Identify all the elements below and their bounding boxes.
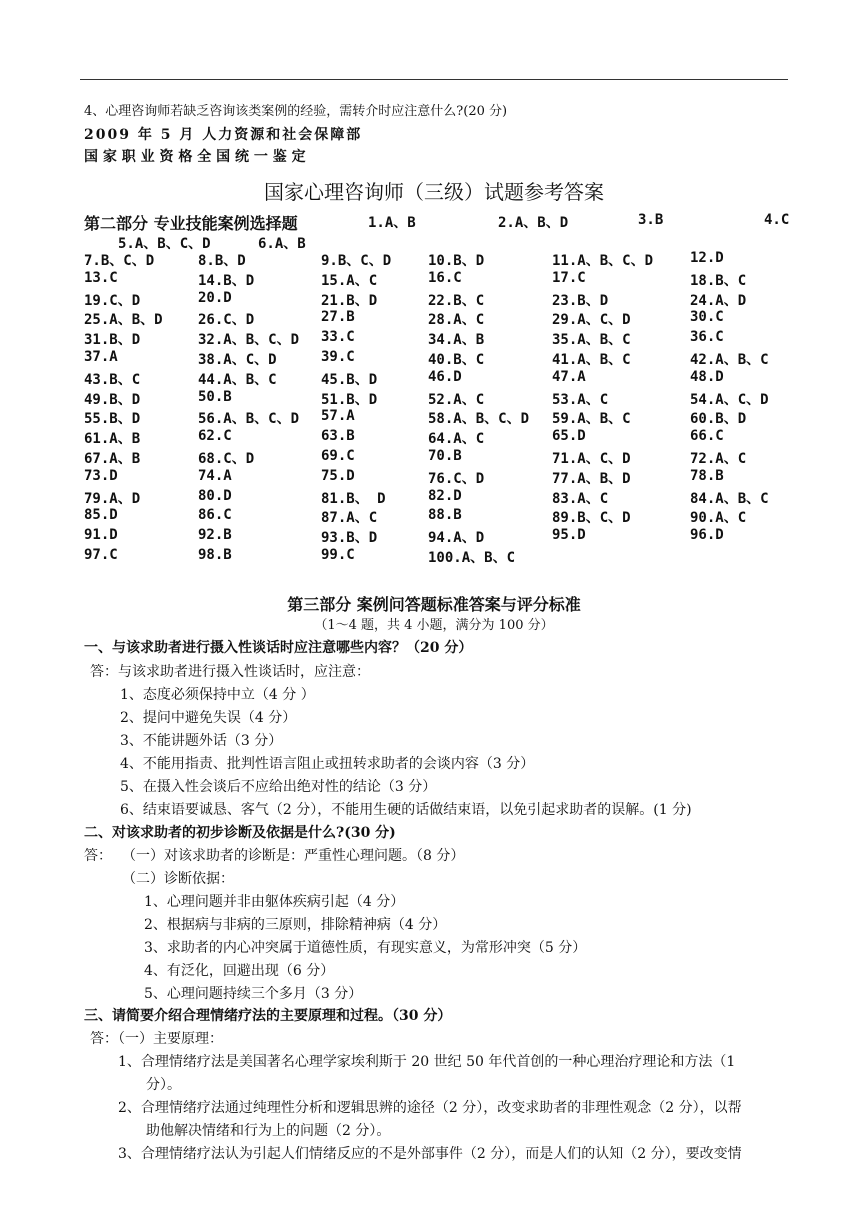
answer-cell: 15.A、C [321, 272, 378, 289]
answer-cell: 28.A、C [428, 312, 485, 329]
q3-answer-intro: 答：（一）主要原理： [90, 1031, 223, 1047]
answer-cell: 65.D [552, 428, 586, 445]
answer-cell: 99.C [321, 546, 355, 563]
answer-row [84, 468, 804, 488]
part2-heading: 第二部分 专业技能案例选择题 [84, 214, 298, 233]
answer-cell: 54.A、C、D [690, 391, 769, 408]
answer-cell: 55.B、D [84, 411, 141, 428]
answer-cell: 71.A、C、D [552, 450, 631, 467]
answer-cell: 84.A、B、C [690, 490, 769, 507]
answer-cell: 17.C [552, 269, 586, 286]
answer-cell: 68.C、D [198, 450, 255, 467]
top-rule [80, 79, 788, 80]
answer-row [84, 428, 804, 448]
answer-cell: 31.B、D [84, 332, 141, 349]
answer-cell: 62.C [198, 428, 232, 445]
answer-cell: 56.A、B、C、D [198, 411, 300, 428]
answer-cell: 37.A [84, 348, 118, 365]
answer-cell: 36.C [690, 329, 724, 346]
org-line: 国 家 职 业 资 格 全 国 统 一 鉴 定 [84, 149, 306, 165]
answer-cell: 75.D [321, 467, 355, 484]
answer-row [84, 408, 804, 428]
answer-cell: 20.D [198, 289, 232, 306]
answer-row [84, 329, 804, 349]
answer-row [84, 369, 804, 389]
q2-title: 二、对该求助者的初步诊断及依据是什么?(30 分) [84, 825, 396, 841]
q2-basis-title: （二）诊断依据： [122, 871, 234, 887]
answer-cell: 64.A、C [428, 431, 485, 448]
answer-cell: 51.B、D [321, 391, 378, 408]
answer-cell: 30.C [690, 309, 724, 326]
answer-3: 3.B [638, 212, 664, 228]
answer-cell: 81.B、 D [321, 490, 386, 507]
answer-row [84, 527, 804, 547]
answer-cell: 70.B [428, 447, 462, 464]
answer-row [84, 448, 804, 468]
answer-cell: 16.C [428, 269, 462, 286]
q2-point: 4、有泛化，回避出现（6 分） [144, 963, 335, 979]
answer-cell: 45.B、D [321, 371, 378, 388]
answer-cell: 85.D [84, 507, 118, 524]
answer-cell: 9.B、C、D [321, 253, 392, 269]
q1-point: 5、在摄入性会谈后不应给出绝对性的结论（3 分） [120, 779, 437, 795]
q1-point: 6、结束语要诚恳、客气（2 分），不能用生硬的话做结束语，以免引起求助者的误解。(1 分) [120, 802, 692, 818]
answer-cell: 48.D [690, 368, 724, 385]
q1-title: 一、与该求助者进行摄入性谈话时应注意哪些内容？（20 分） [84, 640, 473, 656]
answer-cell: 12.D [690, 250, 724, 266]
answer-cell: 35.A、B、C [552, 332, 631, 349]
answer-cell: 100.A、B、C [428, 549, 516, 566]
q3-point-1-cont: 分）。 [146, 1077, 181, 1093]
answer-cell: 97.C [84, 546, 118, 563]
q2-diagnosis: （一）对该求助者的诊断是：严重性心理问题。（8 分） [122, 848, 465, 864]
q2-point: 3、求助者的内心冲突属于道德性质，有现实意义，为常形冲突（5 分） [144, 940, 587, 956]
answer-cell: 78.B [690, 467, 724, 484]
answer-cell: 39.C [321, 348, 355, 365]
q3-point-2-cont: 助他解决情绪和行为上的问题（2 分）。 [146, 1123, 391, 1139]
question-4-text: 4、心理咨询师若缺乏咨询该类案例的经验，需转介时应注意什么?(20 分) [84, 104, 508, 119]
answer-cell: 53.A、C [552, 391, 609, 408]
answer-cell: 7.B、C、D [84, 253, 155, 269]
answer-6: 6.A、B [258, 236, 306, 252]
answer-cell: 83.A、C [552, 490, 609, 507]
answer-cell: 29.A、C、D [552, 312, 631, 329]
answer-cell: 66.C [690, 428, 724, 445]
answer-cell: 92.B [198, 527, 232, 544]
answer-cell: 21.B、D [321, 292, 378, 309]
answer-cell: 38.A、C、D [198, 351, 277, 368]
answer-cell: 24.A、D [690, 292, 747, 309]
q1-point: 4、不能用指责、批判性语言阻止或扭转求助者的会谈内容（3 分） [120, 756, 535, 772]
answer-1: 1.A、B [368, 215, 416, 231]
answer-row [84, 507, 804, 527]
answer-cell: 22.B、C [428, 292, 485, 309]
date-line: 2009 年 5 月 人力资源和社会保障部 [84, 127, 363, 143]
answer-row [84, 270, 804, 290]
q3-title: 三、请简要介绍合理情绪疗法的主要原理和过程。（30 分） [84, 1008, 452, 1024]
answer-cell: 50.B [198, 388, 232, 405]
answer-cell: 79.A、D [84, 490, 141, 507]
answer-cell: 73.D [84, 467, 118, 484]
answer-cell: 74.A [198, 467, 232, 484]
answer-cell: 67.A、B [84, 450, 141, 467]
answer-cell: 41.A、B、C [552, 351, 631, 368]
answer-cell: 69.C [321, 447, 355, 464]
answer-cell: 58.A、B、C、D [428, 411, 530, 428]
answer-cell: 11.A、B、C、D [552, 253, 654, 269]
answer-row [84, 547, 804, 567]
answer-cell: 13.C [84, 269, 118, 286]
answer-cell: 52.A、C [428, 391, 485, 408]
q3-point-2: 2、合理情绪疗法通过纯理性分析和逻辑思辨的途径（2 分），改变求助者的非理性观念（2 分），以帮 [118, 1100, 742, 1116]
answer-5: 5.A、B、C、D [118, 236, 211, 252]
answer-cell: 8.B、D [198, 253, 246, 269]
answer-cell: 33.C [321, 329, 355, 346]
answer-cell: 98.B [198, 546, 232, 563]
part3-subheading: （1～4 题，共 4 小题，满分为 100 分） [314, 618, 554, 633]
answer-row [84, 389, 804, 409]
answer-cell: 86.C [198, 507, 232, 524]
answer-cell: 26.C、D [198, 312, 255, 329]
answer-cell: 87.A、C [321, 510, 378, 527]
answer-cell: 49.B、D [84, 391, 141, 408]
answer-cell: 61.A、B [84, 431, 141, 448]
answer-cell: 93.B、D [321, 530, 378, 547]
answer-cell: 91.D [84, 527, 118, 544]
answer-row [84, 349, 804, 369]
answer-cell: 63.B [321, 428, 355, 445]
answer-cell: 19.C、D [84, 292, 141, 309]
answer-cell: 46.D [428, 368, 462, 385]
answer-cell: 82.D [428, 487, 462, 504]
answer-cell: 59.A、B、C [552, 411, 631, 428]
answer-row [84, 290, 804, 310]
q3-point-3: 3、合理情绪疗法认为引起人们情绪反应的不是外部事件（2 分），而是人们的认知（2 分），要改变情 [118, 1146, 742, 1162]
q2-answer-label: 答： [84, 848, 112, 864]
answer-cell: 40.B、C [428, 351, 485, 368]
answer-cell: 42.A、B、C [690, 351, 769, 368]
answer-cell: 10.B、D [428, 253, 485, 269]
answer-cell: 23.B、D [552, 292, 609, 309]
page-title: 国家心理咨询师（三级）试题参考答案 [264, 180, 604, 204]
answer-cell: 80.D [198, 487, 232, 504]
answer-cell: 95.D [552, 527, 586, 544]
answer-grid [84, 250, 804, 567]
answer-cell: 76.C、D [428, 470, 485, 487]
answer-cell: 89.B、C、D [552, 510, 631, 527]
answer-cell: 72.A、C [690, 450, 747, 467]
q1-answer-intro: 答：与该求助者进行摄入性谈话时，应注意： [90, 664, 370, 680]
answer-cell: 27.B [321, 309, 355, 326]
q2-point: 5、心理问题持续三个多月（3 分） [144, 986, 363, 1002]
q2-point: 2、根据病与非病的三原则，排除精神病（4 分） [144, 917, 447, 933]
answer-cell: 94.A、D [428, 530, 485, 547]
answer-cell: 44.A、B、C [198, 371, 277, 388]
answer-cell: 47.A [552, 368, 586, 385]
q3-point-1: 1、合理情绪疗法是美国著名心理学家埃利斯于 20 世纪 50 年代首创的一种心理治疗理论和方法（1 [118, 1054, 736, 1070]
answer-cell: 88.B [428, 507, 462, 524]
answer-row [84, 309, 804, 329]
q1-point: 3、不能讲题外话（3 分） [120, 733, 283, 749]
answer-cell: 32.A、B、C、D [198, 332, 300, 349]
answer-cell: 96.D [690, 527, 724, 544]
answer-cell: 14.B、D [198, 272, 255, 289]
part3-heading: 第三部分 案例问答题标准答案与评分标准 [287, 595, 581, 614]
answer-cell: 25.A、B、D [84, 312, 163, 329]
answer-row [84, 488, 804, 508]
q1-point: 1、态度必须保持中立（4 分 ） [120, 687, 315, 703]
answer-cell: 57.A [321, 408, 355, 425]
answer-cell: 34.A、B [428, 332, 485, 349]
answer-4: 4.C [764, 212, 790, 228]
q2-point: 1、心理问题并非由躯体疾病引起（4 分） [144, 894, 405, 910]
answer-row [84, 250, 804, 270]
answer-cell: 90.A、C [690, 510, 747, 527]
answer-cell: 60.B、D [690, 411, 747, 428]
answer-2: 2.A、B、D [498, 215, 569, 231]
q1-point: 2、提问中避免失误（4 分） [120, 710, 297, 726]
answer-cell: 77.A、B、D [552, 470, 631, 487]
answer-cell: 18.B、C [690, 272, 747, 289]
answer-cell: 43.B、C [84, 371, 141, 388]
